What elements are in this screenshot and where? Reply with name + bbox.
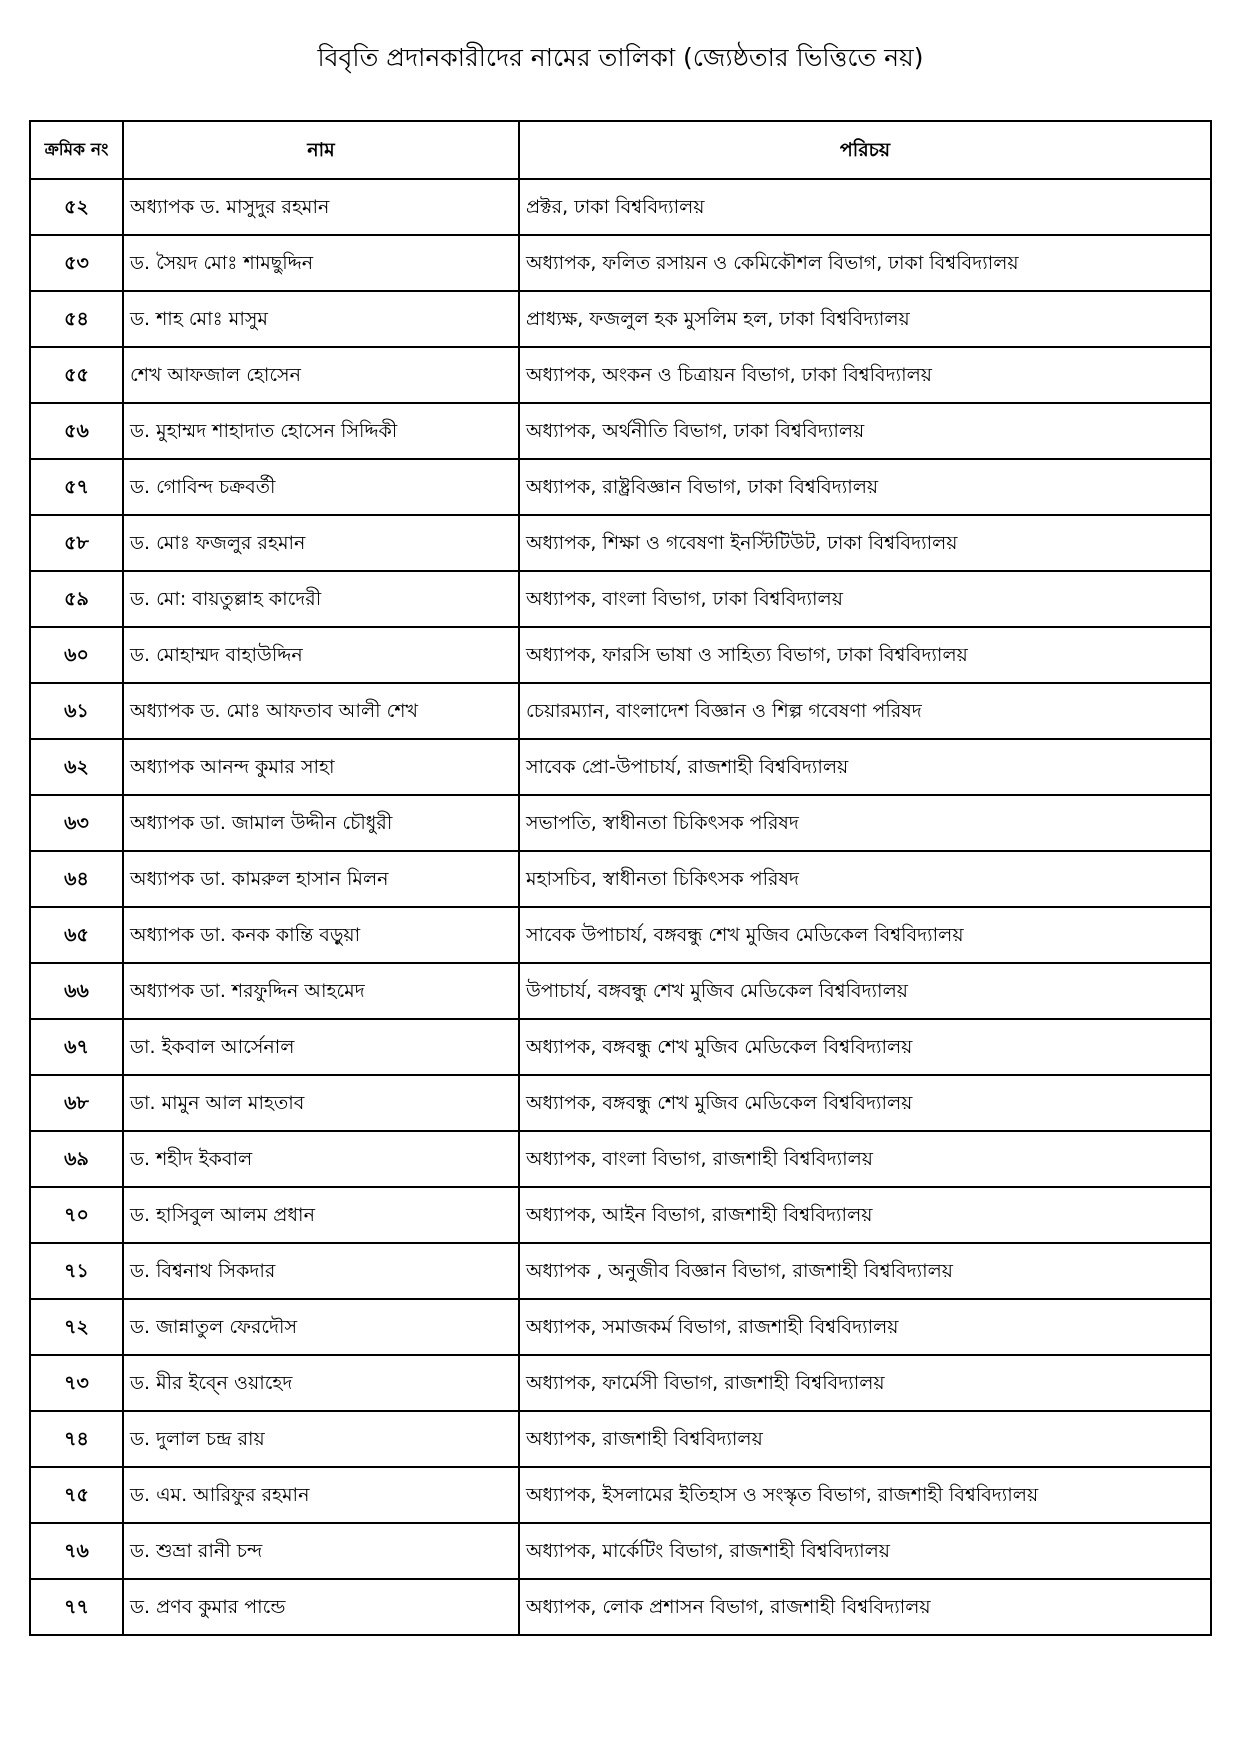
intro-cell: সভাপতি, স্বাধীনতা চিকিৎসক পরিষদ: [519, 795, 1211, 851]
table-row: [30, 1187, 1211, 1243]
intro-cell: অধ্যাপক, ফার্মেসী বিভাগ, রাজশাহী বিশ্ববিদ্যালয়: [519, 1355, 1211, 1411]
intro-cell: অধ্যাপক, অংকন ও চিত্রায়ন বিভাগ, ঢাকা বিশ্ববিদ্যালয়: [519, 347, 1211, 403]
name-cell: ড. শুভ্রা রানী চন্দ: [123, 1523, 519, 1579]
serial-cell: ৫৩: [30, 235, 123, 291]
intro-cell: মহাসচিব, স্বাধীনতা চিকিৎসক পরিষদ: [519, 851, 1211, 907]
table-row: [30, 347, 1211, 403]
intro-cell: অধ্যাপক, সমাজকর্ম বিভাগ, রাজশাহী বিশ্ববিদ্যালয়: [519, 1299, 1211, 1355]
intro-cell: চেয়ারম্যান, বাংলাদেশ বিজ্ঞান ও শিল্প গবেষণা পরিষদ: [519, 683, 1211, 739]
table-row: [30, 851, 1211, 907]
serial-cell: ৬৬: [30, 963, 123, 1019]
name-cell: ড. মো: বায়তুল্লাহ কাদেরী: [123, 571, 519, 627]
name-cell: ড. শহীদ ইকবাল: [123, 1131, 519, 1187]
serial-cell: ৭৩: [30, 1355, 123, 1411]
name-cell: ড. এম. আরিফুর রহমান: [123, 1467, 519, 1523]
name-cell: ড. দুলাল চন্দ্র রায়: [123, 1411, 519, 1467]
signatories-table: [29, 120, 1212, 1636]
name-cell: ড. সৈয়দ মোঃ শামছুদ্দিন: [123, 235, 519, 291]
intro-cell: অধ্যাপক, লোক প্রশাসন বিভাগ, রাজশাহী বিশ্ববিদ্যালয়: [519, 1579, 1211, 1635]
serial-cell: ৬৫: [30, 907, 123, 963]
column-header-serial: ক্রমিক নং: [30, 121, 123, 179]
intro-cell: সাবেক প্রো-উপাচার্য, রাজশাহী বিশ্ববিদ্যালয়: [519, 739, 1211, 795]
name-cell: ড. মীর ইব্নে ওয়াহেদ: [123, 1355, 519, 1411]
table-row: [30, 739, 1211, 795]
name-cell: ড. বিশ্বনাথ সিকদার: [123, 1243, 519, 1299]
intro-cell: অধ্যাপক, মার্কেটিং বিভাগ, রাজশাহী বিশ্ববিদ্যালয়: [519, 1523, 1211, 1579]
serial-cell: ৬৩: [30, 795, 123, 851]
intro-cell: অধ্যাপক, ফারসি ভাষা ও সাহিত্য বিভাগ, ঢাকা বিশ্ববিদ্যালয়: [519, 627, 1211, 683]
table-row: [30, 1131, 1211, 1187]
intro-cell: অধ্যাপক, ফলিত রসায়ন ও কেমিকৌশল বিভাগ, ঢাকা বিশ্ববিদ্যালয়: [519, 235, 1211, 291]
serial-cell: ৫৯: [30, 571, 123, 627]
name-cell: অধ্যাপক ডা. কনক কান্তি বড়ুয়া: [123, 907, 519, 963]
serial-cell: ৫৮: [30, 515, 123, 571]
table-row: [30, 1019, 1211, 1075]
name-cell: ড. মোঃ ফজলুর রহমান: [123, 515, 519, 571]
serial-cell: ৭৭: [30, 1579, 123, 1635]
intro-cell: অধ্যাপক, রাষ্ট্রবিজ্ঞান বিভাগ, ঢাকা বিশ্ববিদ্যালয়: [519, 459, 1211, 515]
table-row: [30, 1355, 1211, 1411]
serial-cell: ৭১: [30, 1243, 123, 1299]
serial-cell: ৫২: [30, 179, 123, 235]
serial-cell: ৬৮: [30, 1075, 123, 1131]
name-cell: ড. মুহাম্মদ শাহাদাত হোসেন সিদ্দিকী: [123, 403, 519, 459]
serial-cell: ৭২: [30, 1299, 123, 1355]
intro-cell: অধ্যাপক, বাংলা বিভাগ, ঢাকা বিশ্ববিদ্যালয়: [519, 571, 1211, 627]
table-row: [30, 627, 1211, 683]
table-row: [30, 459, 1211, 515]
name-cell: ড. প্রণব কুমার পান্ডে: [123, 1579, 519, 1635]
table-body: [30, 179, 1211, 1635]
serial-cell: ৬২: [30, 739, 123, 795]
column-header-name: নাম: [123, 121, 519, 179]
serial-cell: ৬৯: [30, 1131, 123, 1187]
intro-cell: উপাচার্য, বঙ্গবন্ধু শেখ মুজিব মেডিকেল বিশ্ববিদ্যালয়: [519, 963, 1211, 1019]
name-cell: ড. শাহ মোঃ মাসুম: [123, 291, 519, 347]
table-row: [30, 1579, 1211, 1635]
serial-cell: ৭৬: [30, 1523, 123, 1579]
table-row: [30, 179, 1211, 235]
serial-cell: ৬১: [30, 683, 123, 739]
name-cell: ড. মোহাম্মদ বাহাউদ্দিন: [123, 627, 519, 683]
table-row: [30, 1299, 1211, 1355]
serial-cell: ৫৫: [30, 347, 123, 403]
name-cell: শেখ আফজাল হোসেন: [123, 347, 519, 403]
name-cell: ড. জান্নাতুল ফেরদৌস: [123, 1299, 519, 1355]
intro-cell: অধ্যাপক, বাংলা বিভাগ, রাজশাহী বিশ্ববিদ্যালয়: [519, 1131, 1211, 1187]
serial-cell: ৫৪: [30, 291, 123, 347]
table-row: [30, 963, 1211, 1019]
intro-cell: অধ্যাপক , অনুজীব বিজ্ঞান বিভাগ, রাজশাহী বিশ্ববিদ্যালয়: [519, 1243, 1211, 1299]
table-row: [30, 1467, 1211, 1523]
intro-cell: প্রক্টর, ঢাকা বিশ্ববিদ্যালয়: [519, 179, 1211, 235]
intro-cell: অধ্যাপক, ইসলামের ইতিহাস ও সংস্কৃত বিভাগ, রাজশাহী বিশ্ববিদ্যালয়: [519, 1467, 1211, 1523]
table-row: [30, 907, 1211, 963]
table-row: [30, 1075, 1211, 1131]
table-row: [30, 403, 1211, 459]
serial-cell: ৭৫: [30, 1467, 123, 1523]
name-cell: অধ্যাপক ড. মাসুদুর রহমান: [123, 179, 519, 235]
name-cell: অধ্যাপক ডা. জামাল উদ্দীন চৌধুরী: [123, 795, 519, 851]
intro-cell: অধ্যাপক, শিক্ষা ও গবেষণা ইনস্টিটিউট, ঢাকা বিশ্ববিদ্যালয়: [519, 515, 1211, 571]
intro-cell: অধ্যাপক, আইন বিভাগ, রাজশাহী বিশ্ববিদ্যালয়: [519, 1187, 1211, 1243]
table-row: [30, 1411, 1211, 1467]
table-row: [30, 291, 1211, 347]
table-row: [30, 571, 1211, 627]
table-row: [30, 683, 1211, 739]
serial-cell: ৬৭: [30, 1019, 123, 1075]
name-cell: অধ্যাপক ড. মোঃ আফতাব আলী শেখ: [123, 683, 519, 739]
table-row: [30, 1523, 1211, 1579]
table-header-row: [30, 121, 1211, 179]
name-cell: অধ্যাপক আনন্দ কুমার সাহা: [123, 739, 519, 795]
intro-cell: প্রাধ্যক্ষ, ফজলুল হক মুসলিম হল, ঢাকা বিশ্ববিদ্যালয়: [519, 291, 1211, 347]
table-row: [30, 235, 1211, 291]
intro-cell: অধ্যাপক, বঙ্গবন্ধু শেখ মুজিব মেডিকেল বিশ্ববিদ্যালয়: [519, 1019, 1211, 1075]
serial-cell: ৬০: [30, 627, 123, 683]
serial-cell: ৭০: [30, 1187, 123, 1243]
name-cell: ড. হাসিবুল আলম প্রধান: [123, 1187, 519, 1243]
intro-cell: অধ্যাপক, রাজশাহী বিশ্ববিদ্যালয়: [519, 1411, 1211, 1467]
table-row: [30, 1243, 1211, 1299]
intro-cell: অধ্যাপক, বঙ্গবন্ধু শেখ মুজিব মেডিকেল বিশ্ববিদ্যালয়: [519, 1075, 1211, 1131]
serial-cell: ৫৭: [30, 459, 123, 515]
name-cell: অধ্যাপক ডা. শরফুদ্দিন আহমেদ: [123, 963, 519, 1019]
serial-cell: ৬৪: [30, 851, 123, 907]
serial-cell: ৫৬: [30, 403, 123, 459]
name-cell: ডা. ইকবাল আর্সেনাল: [123, 1019, 519, 1075]
column-header-intro: পরিচয়: [519, 121, 1211, 179]
intro-cell: অধ্যাপক, অর্থনীতি বিভাগ, ঢাকা বিশ্ববিদ্যালয়: [519, 403, 1211, 459]
page-title: বিবৃতি প্রদানকারীদের নামের তালিকা (জ্যেষ্ঠতার ভিত্তিতে নয়): [317, 43, 924, 72]
name-cell: অধ্যাপক ডা. কামরুল হাসান মিলন: [123, 851, 519, 907]
table-row: [30, 795, 1211, 851]
name-cell: ড. গোবিন্দ চক্রবর্তী: [123, 459, 519, 515]
name-cell: ডা. মামুন আল মাহতাব: [123, 1075, 519, 1131]
intro-cell: সাবেক উপাচার্য, বঙ্গবন্ধু শেখ মুজিব মেডিকেল বিশ্ববিদ্যালয়: [519, 907, 1211, 963]
serial-cell: ৭৪: [30, 1411, 123, 1467]
table-row: [30, 515, 1211, 571]
